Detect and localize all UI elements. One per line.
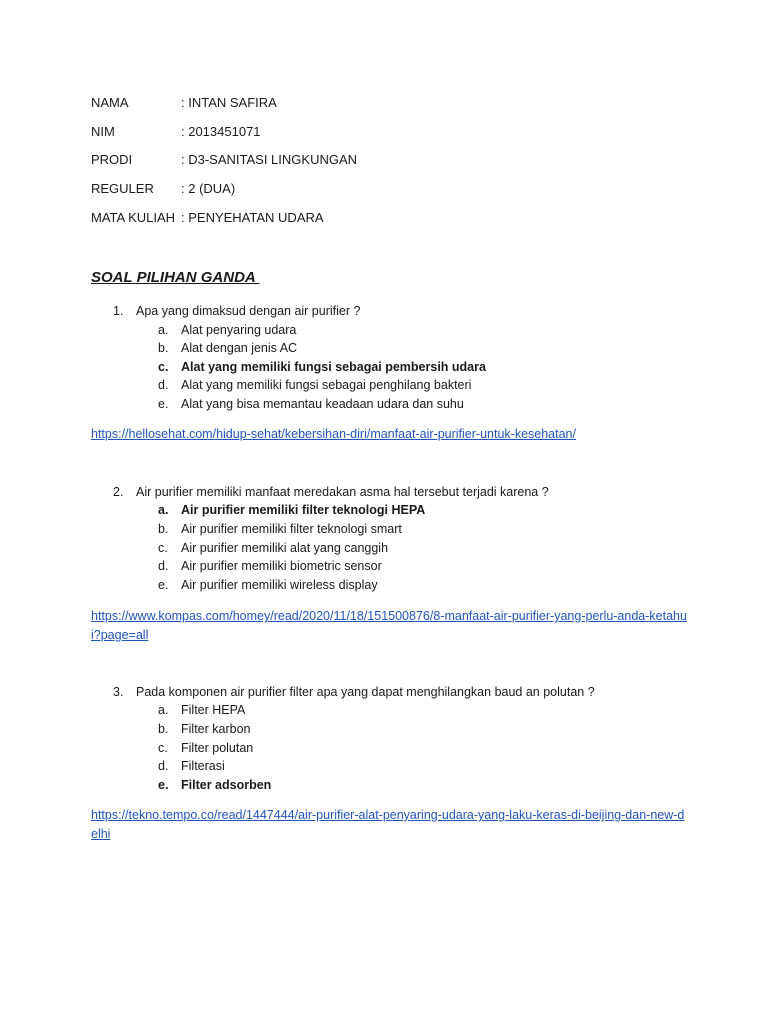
option-text: Filter karbon: [181, 722, 251, 736]
option-text: Air purifier memiliki alat yang canggih: [181, 541, 389, 555]
option-letter: d.: [158, 759, 169, 773]
info-value: : D3-SANITASI LINGKUNGAN: [181, 152, 358, 167]
option-letter: e.: [158, 778, 169, 792]
option-text: Air purifier memiliki biometric sensor: [181, 559, 382, 573]
option-text: Air purifier memiliki filter teknologi smart: [181, 522, 402, 536]
question-text: Pada komponen air purifier filter apa yang dapat menghilangkan baud an polutan ?: [136, 685, 595, 699]
source-link-1[interactable]: https://hellosehat.com/hidup-sehat/kebersihan-diri/manfaat-air-purifier-untuk-kesehatan/: [91, 427, 576, 441]
option-letter: a.: [158, 703, 169, 717]
info-row-reguler: [91, 181, 235, 197]
question-number: 1.: [113, 304, 124, 318]
section-title: SOAL PILIHAN GANDA: [91, 269, 260, 286]
option-letter: e.: [158, 397, 169, 411]
option-text: Filter HEPA: [181, 703, 246, 717]
option-text: Air purifier memiliki filter teknologi HEPA: [181, 503, 426, 517]
option-letter: b.: [158, 522, 169, 536]
option-text: Filterasi: [181, 759, 225, 773]
info-row-nama: [91, 95, 277, 111]
option-letter: b.: [158, 341, 169, 355]
option-letter: d.: [158, 378, 169, 392]
option-letter: c.: [158, 541, 168, 555]
info-row-prodi: [91, 152, 357, 168]
info-label: NIM: [91, 124, 115, 139]
source-link-2[interactable]: https://www.kompas.com/homey/read/2020/11/18/151500876/8-manfaat-air-purifier-yang-perlu-anda-ketahui?page=all: [91, 609, 687, 642]
option-text: Alat yang memiliki fungsi sebagai pembersih udara: [181, 360, 486, 374]
info-row-nim: [91, 124, 261, 140]
info-label: REGULER: [91, 181, 154, 196]
option-letter: c.: [158, 741, 168, 755]
option-text: Air purifier memiliki wireless display: [181, 578, 378, 592]
option-letter: a.: [158, 503, 169, 517]
info-value: : PENYEHATAN UDARA: [181, 210, 324, 225]
option-letter: d.: [158, 559, 169, 573]
info-row-mata-kuliah: [91, 210, 324, 226]
question-number: 3.: [113, 685, 124, 699]
question-text: Apa yang dimaksud dengan air purifier ?: [136, 304, 361, 318]
source-link-3[interactable]: https://tekno.tempo.co/read/1447444/air-purifier-alat-penyaring-udara-yang-laku-keras-di-beijing-dan-new-delhi: [91, 808, 685, 841]
info-label: MATA KULIAH: [91, 210, 176, 225]
option-letter: e.: [158, 578, 169, 592]
info-value: : 2013451071: [181, 124, 261, 139]
option-text: Alat dengan jenis AC: [181, 341, 298, 355]
option-letter: b.: [158, 722, 169, 736]
question-text: Air purifier memiliki manfaat meredakan asma hal tersebut terjadi karena ?: [136, 485, 549, 499]
option-letter: c.: [158, 360, 169, 374]
option-letter: a.: [158, 323, 169, 337]
question-number: 2.: [113, 485, 124, 499]
info-value: : INTAN SAFIRA: [181, 95, 277, 110]
info-label: PRODI: [91, 152, 133, 167]
option-text: Filter polutan: [181, 741, 254, 755]
option-text: Alat yang bisa memantau keadaan udara dan suhu: [181, 397, 464, 411]
option-text: Alat penyaring udara: [181, 323, 297, 337]
option-text: Filter adsorben: [181, 778, 272, 792]
info-value: : 2 (DUA): [181, 181, 236, 196]
info-label: NAMA: [91, 95, 129, 110]
option-text: Alat yang memiliki fungsi sebagai penghilang bakteri: [181, 378, 472, 392]
